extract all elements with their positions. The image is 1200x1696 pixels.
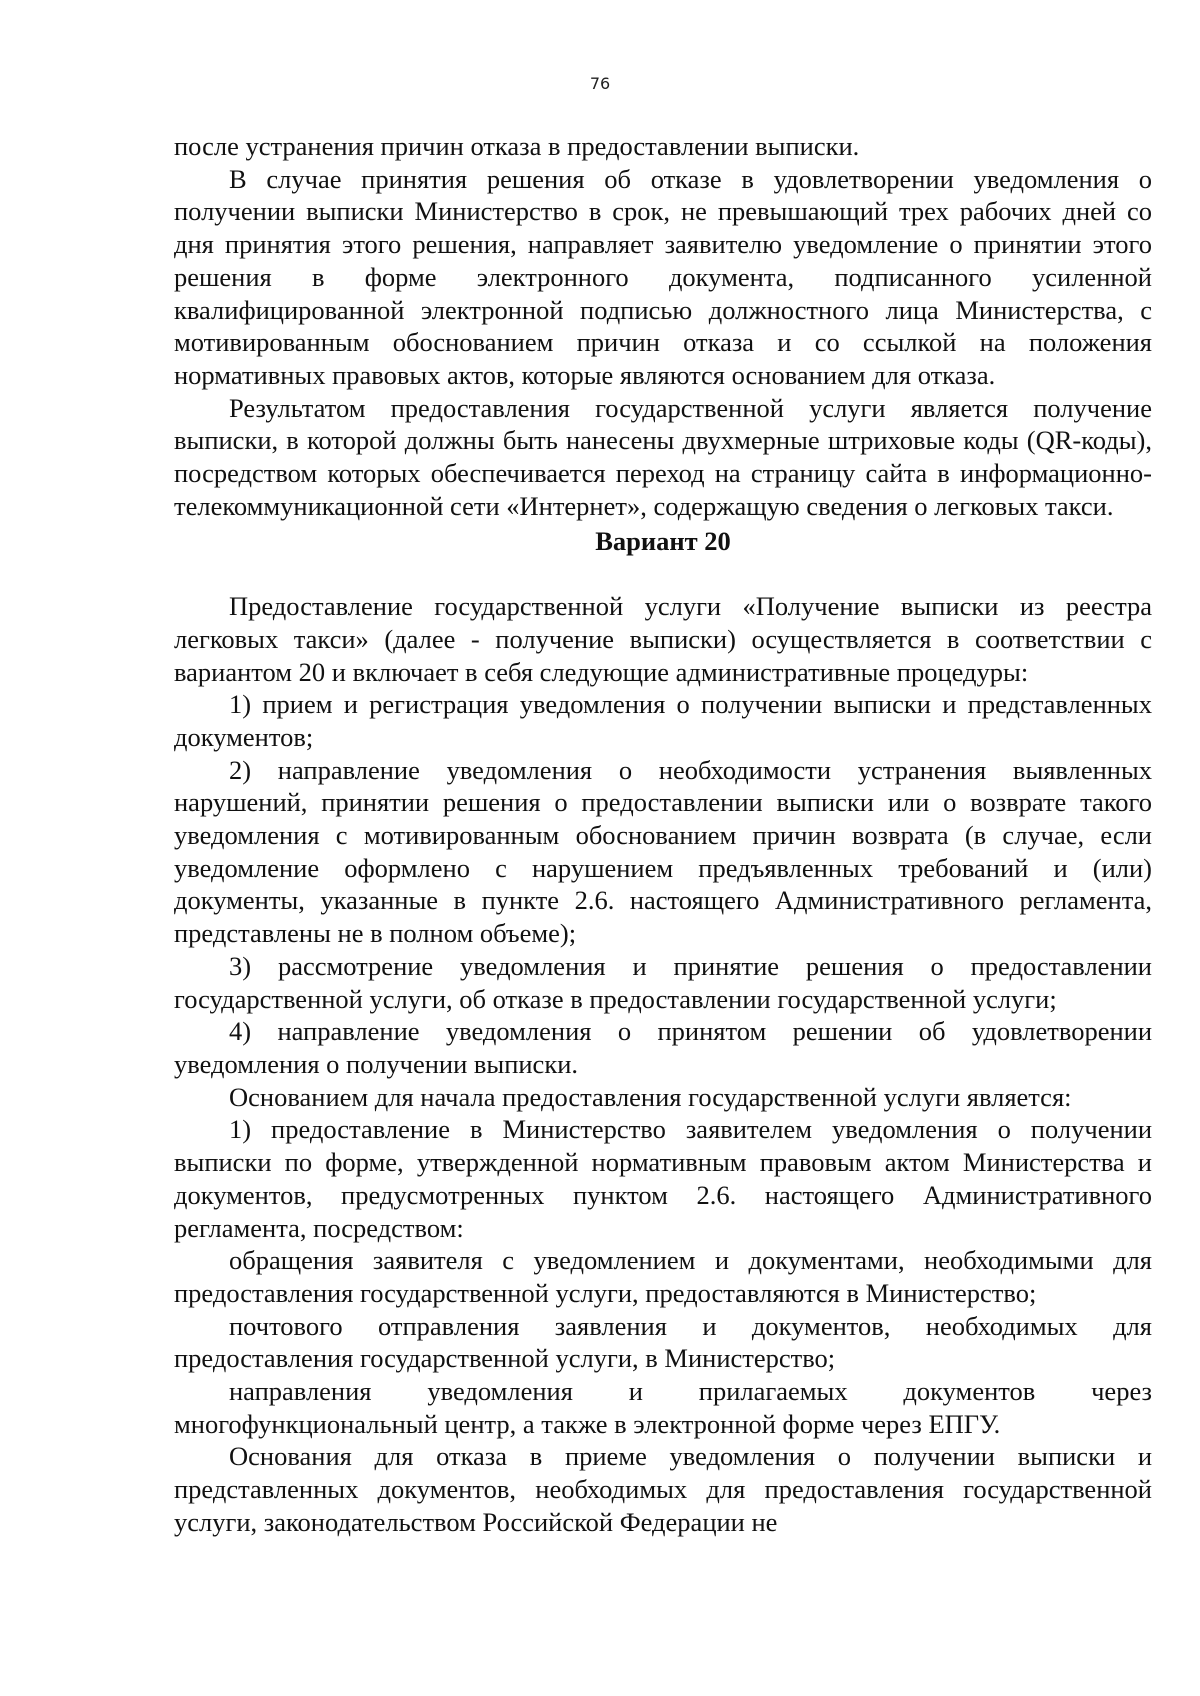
- paragraph-basis-start: Основанием для начала предоставления государственной услуги является:: [229, 1081, 1072, 1112]
- paragraph-variant-intro: Предоставление государственной услуги «Получение выписки из реестра легковых такси» (далее - получение выписки) осуществляется в соответствии с вариантом 20 и включает в себя следующие административные процедуры:: [174, 591, 1152, 687]
- page-number: 76: [589, 74, 611, 93]
- paragraph-continuation: после устранения причин отказа в предоставлении выписки.: [174, 131, 860, 161]
- list-item-procedure-2: 2) направление уведомления о необходимости устранения выявленных нарушений, принятии решения о предоставлении выписки или о возврате такого уведомления с мотивированным обоснованием причин возврата (в случае, если уведомление оформлено с нарушением предъявленных требований и (или) документы, указанные в пункте 2.6. настоящего Административного регламента, представлены не в полном объеме);: [174, 754, 1152, 949]
- section-heading-variant-20: Вариант 20: [595, 526, 731, 557]
- list-item-channel-mfc-epgu: направления уведомления и прилагаемых документов через многофункциональный центр, а также в электронной форме через ЕПГУ.: [174, 1376, 1152, 1439]
- list-item-basis-1: 1) предоставление в Министерство заявителем уведомления о получении выписки по форме, утвержденной нормативным правовым актом Министерства и документов, предусмотренных пунктом 2.6. настоящего Административного регламента, посредством:: [174, 1114, 1152, 1243]
- document-body: [174, 130, 1152, 1539]
- paragraph-refusal-notice: В случае принятия решения об отказе в удовлетворении уведомления о получении выписки Министерство в срок, не превышающий трех рабочих дней со дня принятия этого решения, направляет заявителю уведомление о принятии этого решения в форме электронного документа, подписанного усиленной квалифицированной электронной подписью должностного лица Министерства, с мотивированным обоснованием причин отказа и со ссылкой на положения нормативных правовых актов, которые являются основанием для отказа.: [174, 163, 1152, 390]
- list-item-channel-mail: почтового отправления заявления и документов, необходимых для предоставления государственной услуги, в Министерство;: [174, 1310, 1152, 1374]
- list-item-procedure-4: 4) направление уведомления о принятом решении об удовлетворении уведомления о получении выписки.: [174, 1016, 1152, 1079]
- list-item-channel-in-person: обращения заявителя с уведомлением и документами, необходимыми для предоставления государственной услуги, предоставляются в Министерство;: [174, 1245, 1152, 1308]
- list-item-procedure-1: 1) прием и регистрация уведомления о получении выписки и представленных документов;: [174, 689, 1152, 752]
- list-item-procedure-3: 3) рассмотрение уведомления и принятие решения о предоставлении государственной услуги, об отказе в предоставлении государственной услуги;: [174, 950, 1152, 1014]
- paragraph-service-result: Результатом предоставления государственной услуги является получение выписки, в которой должны быть нанесены двухмерные штриховые коды (QR-коды), посредством которых обеспечивается переход на страницу сайта в информационно-телекоммуникационной сети «Интернет», содержащую сведения о легковых такси.: [174, 392, 1152, 521]
- paragraph-refusal-grounds: Основания для отказа в приеме уведомления о получении выписки и представленных документов, необходимых для предоставления государственной услуги, законодательством Российской Федерации не: [174, 1441, 1152, 1537]
